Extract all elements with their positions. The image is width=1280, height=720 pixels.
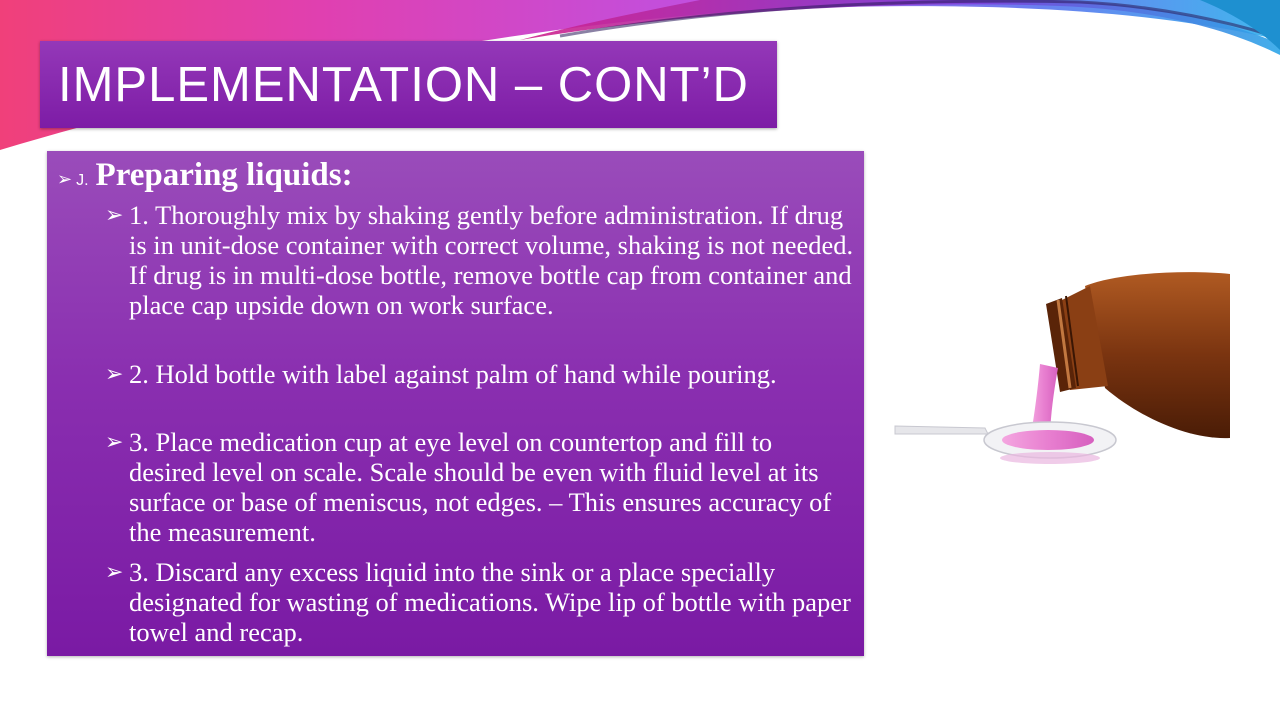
heading-letter: J. xyxy=(76,172,89,189)
arrow-bullet-icon: ➢ xyxy=(105,362,124,387)
list-item-text: 3. Discard any excess liquid into the sink or a place specially designated for wasting of medications. Wipe lip of bottle with paper towel and recap. xyxy=(129,557,851,647)
arrow-bullet-icon: ➢ xyxy=(105,203,124,228)
arrow-bullet-icon: ➢ xyxy=(105,430,124,455)
list-item xyxy=(105,200,855,320)
list-item-text: 3. Place medication cup at eye level on countertop and fill to desired level on scale. Scale should be even with fluid level at its surface or base of meniscus, not edges. – This ensures accuracy of the measurement. xyxy=(129,427,832,547)
list-item xyxy=(105,557,855,647)
arrow-bullet-icon: ➢ xyxy=(105,560,124,585)
list-item xyxy=(105,359,855,390)
arrow-bullet-icon: ➢ xyxy=(57,169,73,190)
section-heading xyxy=(57,157,353,194)
list-item-text: 2. Hold bottle with label against palm of hand while pouring. xyxy=(129,359,777,389)
pouring-medicine-into-spoon-icon xyxy=(890,268,1230,478)
heading-text: Preparing liquids: xyxy=(95,157,353,193)
content-box xyxy=(47,151,864,656)
list-item-text: 1. Thoroughly mix by shaking gently before administration. If drug is in unit-dose container with correct volume, shaking is not needed. If drug is in multi-dose bottle, remove bottle cap from container and place cap upside down on work surface. xyxy=(129,200,854,320)
list-item xyxy=(105,427,855,547)
title-box xyxy=(40,41,777,128)
slide-title: IMPLEMENTATION – CONT’D xyxy=(58,57,749,112)
